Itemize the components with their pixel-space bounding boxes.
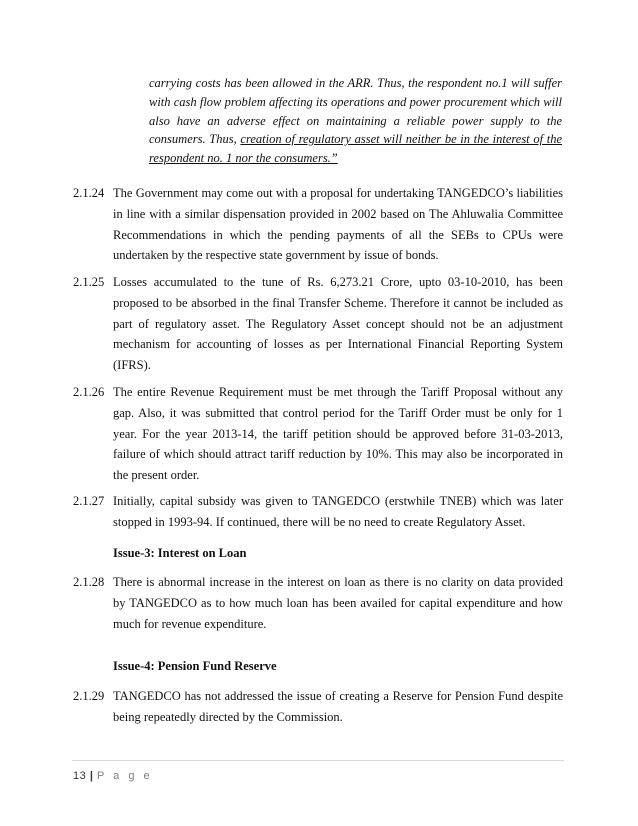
paragraph-number: 2.1.24 [73,186,105,200]
paragraph-2-1-29 [73,686,563,728]
page-number: 13 [73,770,87,782]
quote-text: carrying costs has been allowed in the ARR. Thus, the respondent no.1 will suffer with cash flow problem affecting its operations and power procurement which will also have an adverse effect on maintaining a reliable power supply to the consumers. Thus, [149,76,562,147]
issue-4-heading: Issue-4: Pension Fund Reserve [113,659,277,673]
paragraph-number: 2.1.27 [73,494,105,508]
paragraph-number: 2.1.26 [73,385,105,399]
paragraph-text: TANGEDCO has not addressed the issue of creating a Reserve for Pension Fund despite being repeatedly directed by the Commission. [113,689,563,724]
paragraph-text: The Government may come out with a proposal for undertaking TANGEDCO’s liabilities in line with a similar dispensation provided in 2002 based on The Ahluwalia Committee Recommendations in which the pending payments of all the SEBs to CPUs were undertaken by the respective state government by issue of bonds. [113,186,563,263]
paragraph-2-1-24 [73,183,563,266]
paragraph-2-1-28 [73,572,563,634]
paragraph-2-1-27 [73,491,563,533]
quoted-passage [149,74,562,168]
paragraph-text: Initially, capital subsidy was given to TANGEDCO (erstwhile TNEB) which was later stopped in 1993-94. If continued, there will be no need to create Regulatory Asset. [113,494,563,529]
paragraph-2-1-26 [73,382,563,486]
page-footer [73,770,153,782]
page-label: P a g e [96,770,153,782]
paragraph-text: The entire Revenue Requirement must be met through the Tariff Proposal without any gap. Also, it was submitted that control period for the Tariff Order must be only for 1 year. For the year 2013-14, the tariff petition should be approved before 31-03-2013, failure of which should attract tariff reduction by 10%. This may also be incorporated in the present order. [113,385,563,483]
issue-3-heading: Issue-3: Interest on Loan [113,546,247,560]
quote-underlined-text: creation of regulatory asset will neither be in the interest of the respondent no. 1 nor the consumers.” [149,132,562,166]
paragraph-2-1-25 [73,272,563,376]
footer-separator: | [89,770,94,782]
paragraph-number: 2.1.25 [73,275,105,289]
footer-divider [72,760,564,761]
paragraph-number: 2.1.29 [73,689,105,703]
paragraph-text: Losses accumulated to the tune of Rs. 6,273.21 Crore, upto 03-10-2010, has been proposed to be absorbed in the final Transfer Scheme. Therefore it cannot be included as part of regulatory asset. The Regulatory Asset concept should not be an adjustment mechanism for accounting of losses as per International Financial Reporting System (IFRS). [113,275,563,373]
paragraph-number: 2.1.28 [73,575,105,589]
paragraph-text: There is abnormal increase in the interest on loan as there is no clarity on data provided by TANGEDCO as to how much loan has been availed for capital expenditure and how much for revenue expenditure. [113,575,563,631]
